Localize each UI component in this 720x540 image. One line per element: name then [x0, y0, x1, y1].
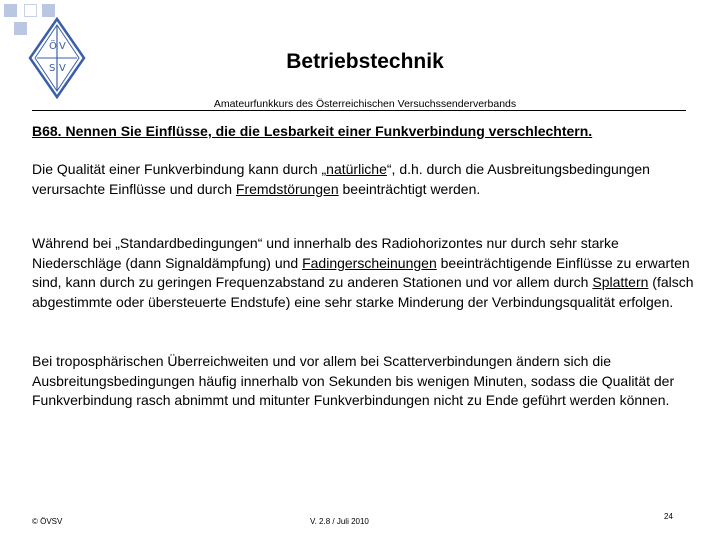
underlined-term: Fadingerscheinungen	[302, 254, 437, 271]
paragraph-text: Die Qualität einer Funkverbindung kann durch „	[32, 161, 327, 177]
svg-text:V: V	[59, 41, 66, 52]
underlined-term: natürliche	[326, 161, 387, 177]
paragraph-text: “, d.h. durch die Ausbreitungsbedingungen verursachte Einflüsse und durch	[32, 161, 650, 197]
logo-text: ÖVSV	[57, 98, 60, 99]
decor-square	[14, 22, 27, 35]
paragraph-text: Während bei „Standardbedingungen“ und innerhalb des Radiohorizontes nur durch sehr starke Niederschläge (dann Signaldämpfung) und	[32, 235, 619, 271]
header-divider	[32, 110, 686, 111]
underlined-term: Splattern	[592, 274, 649, 290]
paragraph-text: beeinträchtigende Einflüsse zu erwarten sind, kann durch zu geringen Frequenzabstand zu anderen Stationen und vor allem durch	[32, 254, 690, 290]
ovsv-logo	[28, 18, 86, 98]
underlined-term: Fremdstörungen	[235, 180, 339, 197]
paragraph-1	[32, 160, 702, 199]
footer-copyright: © ÖVSV	[32, 517, 63, 526]
page-title: Betriebstechnik	[286, 50, 444, 73]
footer-version: V. 2.8 / Juli 2010	[310, 517, 369, 526]
paragraph-2	[32, 234, 702, 312]
decor-square	[4, 4, 17, 17]
svg-text:S: S	[49, 63, 56, 74]
svg-text:Ö: Ö	[49, 41, 57, 52]
page-subtitle: Amateurfunkkurs des Österreichischen Versuchssenderverbands	[213, 98, 517, 110]
paragraph-3: Bei troposphärischen Überreichweiten und vor allem bei Scatterverbindungen ändern sich die Ausbreitungsbedingungen häufig innerhalb von Sekunden bis wenigen Minuten, sodass die Qualität der Funkverbindung rasch abnimmt und mitunter Funkverbindungen nicht zu Ende geführt werden können.	[32, 353, 675, 408]
decor-square	[24, 4, 37, 17]
decor-square	[42, 4, 55, 17]
paragraph-text: (falsch abgestimmte oder übersteuerte Endstufe) eine sehr starke Minderung der Verbindungsqualität erfolgen.	[32, 274, 694, 310]
svg-text:V: V	[59, 63, 66, 74]
paragraph-text: beeinträchtigt werden.	[338, 180, 481, 197]
page-number: 24	[664, 512, 673, 521]
question-heading: B68. Nennen Sie Einflüsse, die die Lesbarkeit einer Funkverbindung verschlechtern.	[32, 123, 593, 139]
